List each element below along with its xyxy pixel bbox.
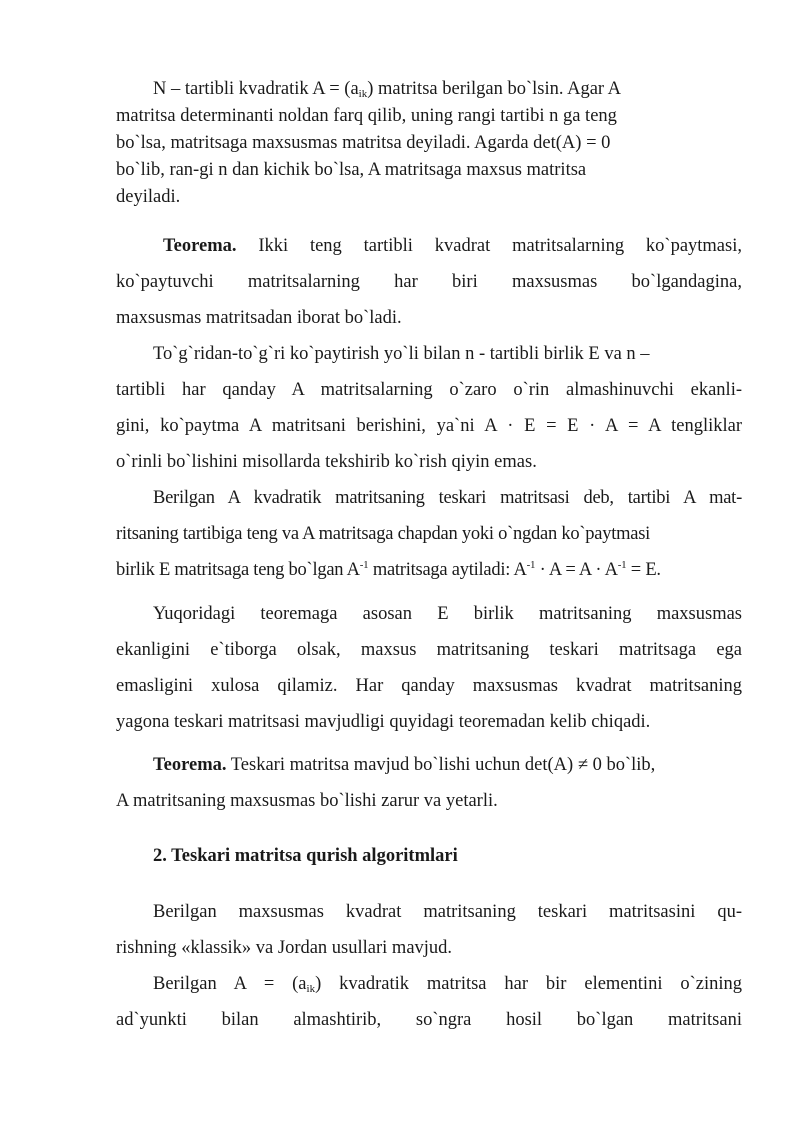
p1-line-3: bo`lsa, matritsaga maxsusmas matritsa deyiladi. Agarda det(A) = 0 [116,133,611,153]
p3-line-3: gini, ko`paytma A matritsani berishini, ya`ni A · E = E · A = A tengliklar [116,416,742,436]
theorem-label: Teorema. [153,755,227,775]
p5-line-1: Yuqoridagi teoremaga asosan E birlik matritsaning maxsusmas [153,604,742,624]
theorem-2-line-1: Teorema. Teskari matritsa mavjud bo`lishi uchun det(A) ≠ 0 bo`lib, [153,755,656,775]
section-heading: 2. Teskari matritsa qurish algoritmlari [153,846,458,866]
p1-line-2: matritsa determinanti noldan farq qilib, uning rangi tartibi n ga teng [116,106,617,126]
p1-line-1: N – tartibli kvadratik $A = (a_{ik})$ matritsa berilgan bo`lsin. Agar A [153,79,622,100]
p5-line-3: emasligini xulosa qilamiz. Har qanday maxsusmas kvadrat matritsaning [116,676,742,696]
p1-line-4: bo`lib, ran-gi n dan kichik bo`lsa, A matritsaga maxsus matritsa [116,160,587,180]
p4-line-1: Berilgan A kvadratik matritsaning teskari matritsasi deb, tartibi A mat- [153,488,742,508]
p7-line-2: rishning «klassik» va Jordan usullari mavjud. [116,938,453,958]
theorem-1-line-2: ko`paytuvchi matritsalarning har biri maxsusmas bo`lgandagina, [116,272,742,292]
p1-line-5: deyiladi. [116,187,181,207]
theorem-2-line-2: A matritsaning maxsusmas bo`lishi zarur va yetarli. [116,791,498,811]
p8-line-2: ad`yunkti bilan almashtirib, so`ngra hosil bo`lgan matritsani [116,1010,742,1030]
theorem-1-line-1: Teorema. Ikki teng tartibli kvadrat matritsalarning ko`paytmasi, [163,236,742,256]
p3-line-2: tartibli har qanday A matritsalarning o`zaro o`rin almashinuvchi ekanli- [116,380,742,400]
subscript-ik: ik [358,88,368,100]
p5-line-4: yagona teskari matritsasi mavjudligi quyidagi teoremadan kelib chiqadi. [116,712,651,732]
subscript-ik: ik [306,983,316,995]
p8-line-1: Berilgan $A = (a_{ik})$ kvadratik matritsa har bir elementini o`zining [153,974,743,995]
p4-line-3: birlik E matritsaga teng bo`lgan $A^{-1}$ matritsaga aytiladi: $A^{-1} \cdot A = A \cdot A^{-1} = E$. [116,559,661,580]
p3-line-4: o`rinli bo`lishini misollarda tekshirib ko`rish qiyin emas. [116,452,537,472]
p5-line-2: ekanligini e`tiborga olsak, maxsus matritsaning teskari matritsaga ega [116,640,742,660]
p3-line-1: To`g`ridan-to`g`ri ko`paytirish yo`li bilan n - tartibli birlik E va n – [153,344,650,364]
p4-line-2: ritsaning tartibiga teng va A matritsaga chapdan yoki o`ngdan ko`paytmasi [116,524,651,544]
theorem-1-line-3: maxsusmas matritsadan iborat bo`ladi. [116,308,402,328]
p7-line-1: Berilgan maxsusmas kvadrat matritsaning teskari matritsasini qu- [153,902,742,922]
theorem-label: Teorema. [163,236,237,256]
